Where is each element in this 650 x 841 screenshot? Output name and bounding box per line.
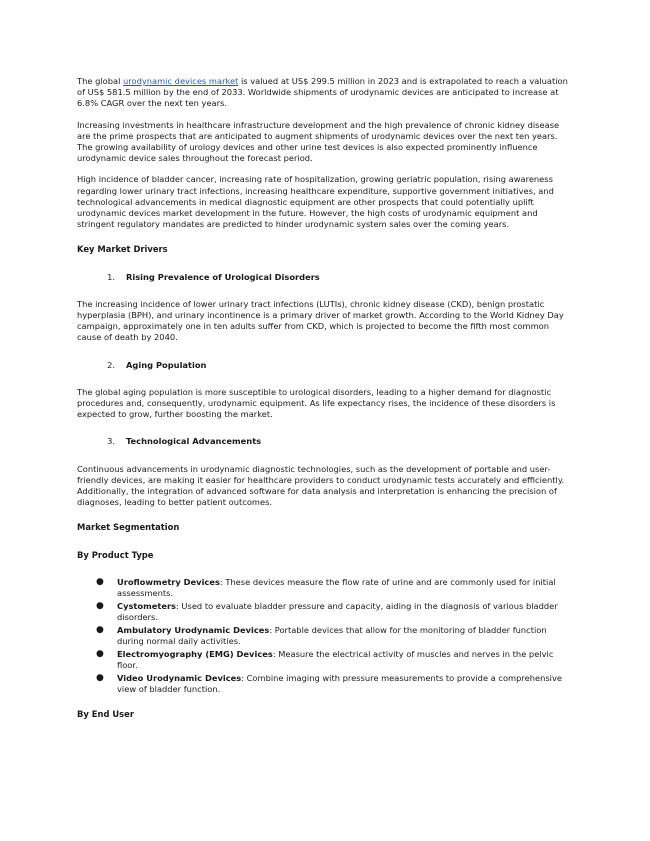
- driver-3-title: Technological Advancements: [126, 436, 262, 447]
- product-desc: : Measure the electrical activity of muscles and nerves in the pelvic floor.: [117, 648, 554, 670]
- product-type-heading: By Product Type: [77, 549, 154, 560]
- driver-1-number: 1.: [107, 271, 115, 282]
- segmentation-heading: Market Segmentation: [77, 522, 180, 533]
- driver-2-title: Aging Population: [126, 359, 207, 370]
- driver-3-body: Continuous advancements in urodynamic diagnostic technologies, such as the development of portable and user-friendly devices, are making it easier for healthcare providers to conduct urodynamic tests accurately and efficiently. Additionally, the integration of advanced software for data analysis and interpretation is enhancing the precision of diagnoses, leading to better patient outcomes.: [77, 463, 565, 508]
- product-name: Uroflowmetry Devices: [117, 576, 220, 587]
- bullet-icon: ●: [96, 624, 104, 635]
- driver-2-body: The global aging population is more susceptible to urological disorders, leading to a higher demand for diagnostic procedures and, consequently, urodynamic equipment. As life expectancy rises, the incidence of these disorders is expected to grow, further boosting the market.: [77, 386, 556, 420]
- driver-1-body: The increasing incidence of lower urinary tract infections (LUTIs), chronic kidney disease (CKD), benign prostatic hyperplasia (BPH), and urinary incontinence is a primary driver of market growth. According to the World Kidney Day campaign, approximately one in ten adults suffer from CKD, which is projected to become the fifth most common cause of death by 2040.: [77, 298, 564, 343]
- product-desc: : These devices measure the flow rate of urine and are commonly used for initial assessments.: [117, 576, 556, 599]
- product-name: Video Urodynamic Devices: [117, 672, 242, 683]
- market-link[interactable]: urodynamic devices market: [123, 76, 239, 86]
- driver-3-heading: [77, 436, 573, 447]
- bullet-icon: ●: [96, 600, 104, 611]
- product-desc: : Portable devices that allow for the monitoring of bladder function during normal daily activities.: [117, 624, 547, 646]
- driver-2-heading: [77, 360, 573, 371]
- driver-1-heading: [77, 272, 573, 283]
- intro-paragraph-3: High incidence of bladder cancer, increasing rate of hospitalization, growing geriatric population, rising awareness regarding lower urinary tract infections, increasing healthcare expenditure, supportive government initiatives, and technological advancements in medical diagnostic equipment are other prospects that could potentially uplift urodynamic devices market development in the future. However, the high costs of urodynamic equipment and stringent regulatory mandates are predicted to hinder urodynamic system sales over the coming years.: [77, 174, 554, 230]
- end-user-heading: By End User: [77, 708, 134, 719]
- intro-paragraph-1: [77, 76, 573, 110]
- list-item: [77, 649, 573, 671]
- product-list: [77, 577, 573, 695]
- bullet-icon: ●: [96, 672, 104, 683]
- list-item: [77, 673, 573, 695]
- product-name: Cystometers: [117, 600, 176, 611]
- intro-text-after: is valued at US$ 299.5 million in 2023 and is extrapolated to reach a valuation of US$ 581.5 million by the end of 2033. Worldwide shipments of urodynamic devices are anticipated to increase at 6.8% CAGR over the next ten years.: [77, 76, 568, 109]
- product-name: Electromyography (EMG) Devices: [117, 648, 273, 659]
- product-desc: : Used to evaluate bladder pressure and capacity, aiding in the diagnosis of various bladder disorders.: [117, 600, 558, 622]
- list-item: [77, 577, 573, 599]
- driver-2-number: 2.: [107, 359, 115, 370]
- document-page: [77, 76, 573, 736]
- bullet-icon: ●: [96, 648, 104, 659]
- intro-text-before: The global: [77, 76, 124, 86]
- bullet-icon: ●: [96, 576, 104, 587]
- drivers-heading: Key Market Drivers: [77, 244, 168, 255]
- product-desc: : Combine imaging with pressure measurements to provide a comprehensive view of bladder function.: [117, 672, 562, 694]
- list-item: [77, 601, 573, 623]
- product-name: Ambulatory Urodynamic Devices: [117, 624, 270, 635]
- list-item: [77, 625, 573, 647]
- driver-3-number: 3.: [107, 436, 115, 447]
- driver-1-title: Rising Prevalence of Urological Disorders: [126, 271, 320, 282]
- intro-paragraph-2: Increasing investments in healthcare infrastructure development and the high prevalence of chronic kidney disease are the prime prospects that are anticipated to augment shipments of urodynamic devices over the next ten years. The growing availability of urology devices and other urine test devices is also expected prominently influence urodynamic device sales throughout the forecast period.: [77, 119, 560, 164]
